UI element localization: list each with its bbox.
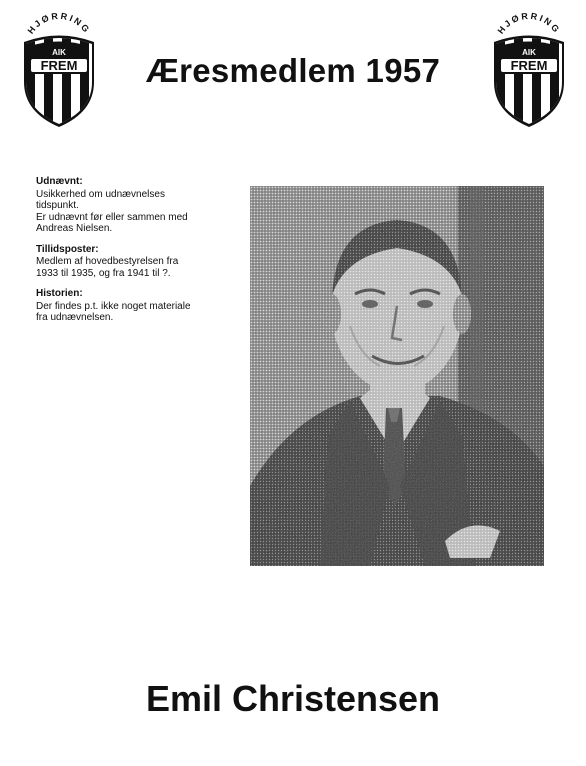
info-line: Andreas Nielsen. [36,223,113,234]
info-line: tidspunkt. [36,200,79,211]
logo-main-text: FREM [510,58,548,73]
info-line: fra udnævnelsen. [36,312,114,323]
info-line: Medlem af hovedbestyrelsen fra [36,256,179,267]
logo-arc-text: HJØRRING [495,10,563,36]
logo-arc-text: HJØRRING [25,10,93,36]
info-section-history [36,288,236,324]
info-section-appointed [36,176,236,235]
svg-text:HJØRRING [25,11,92,36]
page-title: Æresmedlem 1957 [145,52,441,89]
info-line: 1933 til 1935, og fra 1941 til ?. [36,267,171,279]
info-heading: Tillidsposter: [36,243,99,255]
info-line: Usikkerhed om udnævnelses [36,188,165,200]
logo-small-text: AIK [52,48,66,57]
info-line: Er udnævnt før eller sammen med [36,211,188,223]
portrait-photo [250,186,544,566]
club-logo-right [486,10,572,130]
logo-small-text: AIK [522,48,536,57]
logo-main-text: FREM [40,58,78,73]
info-panel [36,176,236,333]
member-name: Emil Christensen [145,678,441,719]
info-heading: Historien: [36,288,83,299]
info-line: Der findes p.t. ikke noget materiale [36,300,191,312]
info-heading: Udnævnt: [36,176,83,187]
info-section-positions [36,244,236,280]
svg-text:HJØRRING [495,11,562,36]
